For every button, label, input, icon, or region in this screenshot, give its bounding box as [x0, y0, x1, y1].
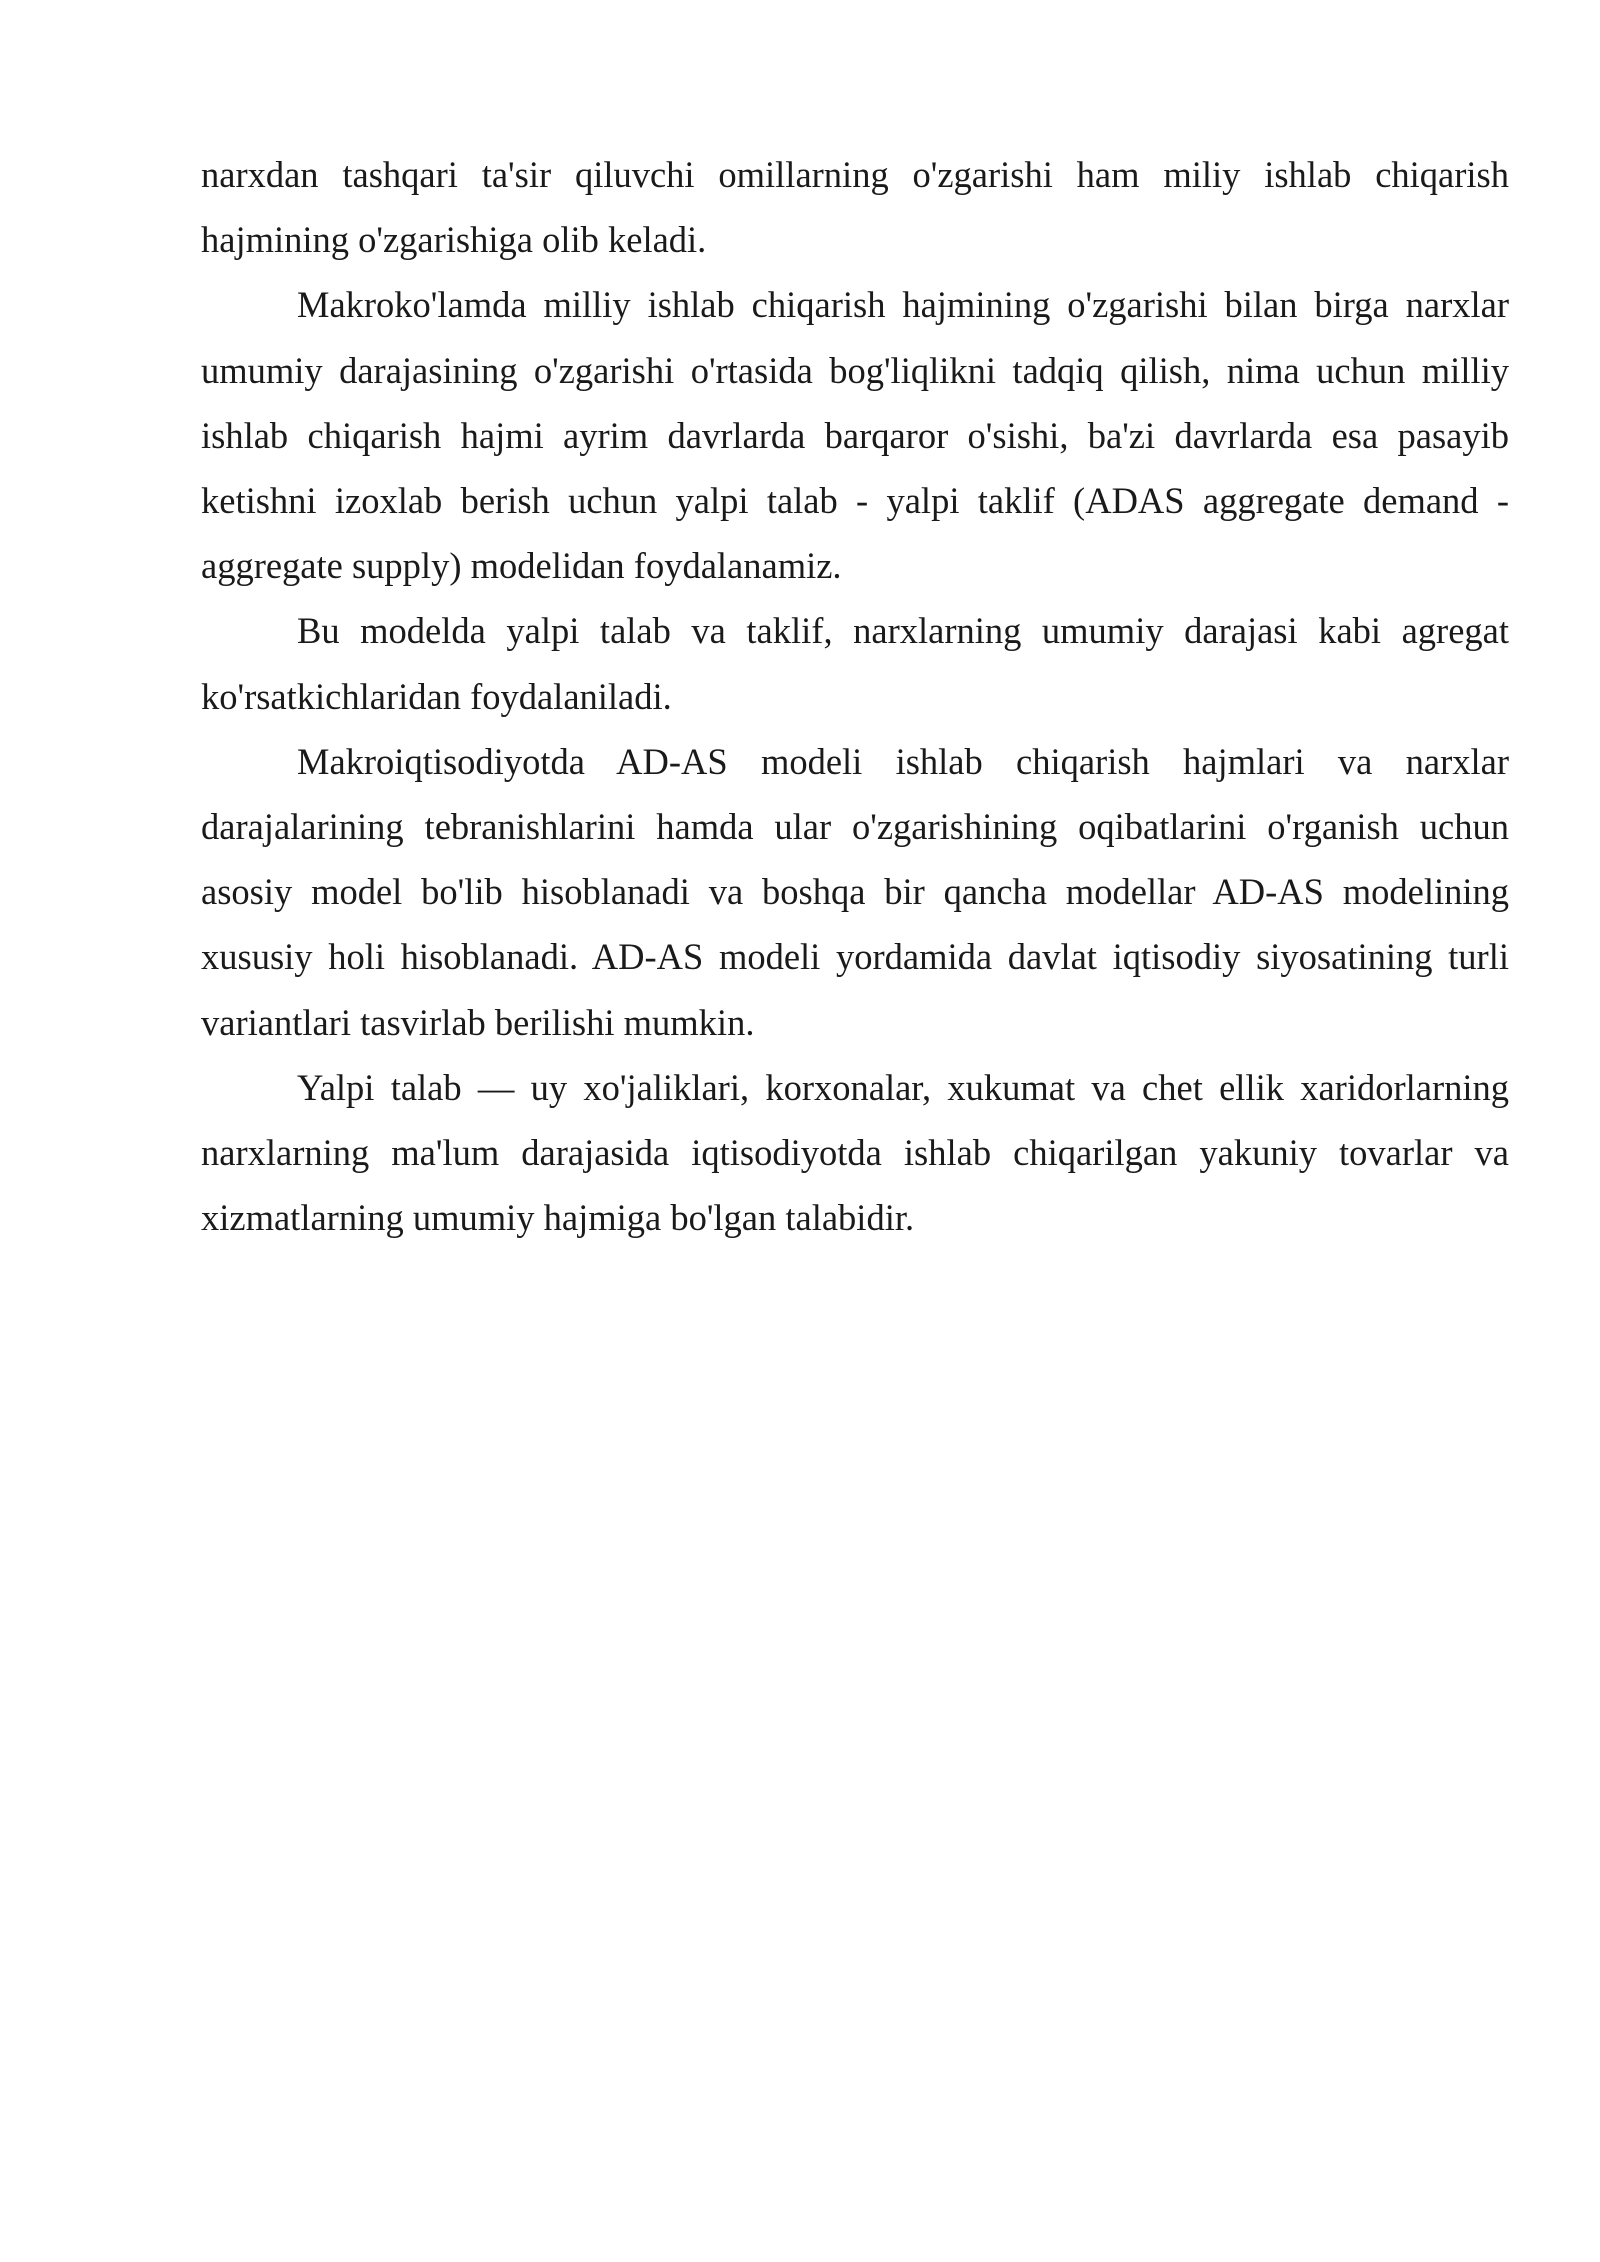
- document-body: [201, 142, 1509, 1250]
- paragraph-1: narxdan tashqari ta'sir qiluvchi omillarning o'zgarishi ham miliy ishlab chiqarish hajmining o'zgarishiga olib keladi.: [201, 154, 1509, 261]
- paragraph-5: Yalpi talab — uy xo'jaliklari, korxonalar, xukumat va chet ellik xaridorlarning narxlarning ma'lum darajasida iqtisodiyotda ishlab chiqarilgan yakuniy tovarlar va xizmatlarning umumiy hajmiga bo'lgan talabidir.: [201, 1066, 1509, 1239]
- paragraph-2: Makroko'lamda milliy ishlab chiqarish hajmining o'zgarishi bilan birga narxlar umumiy darajasining o'zgarishi o'rtasida bog'liqlikni tadqiq qilish, nima uchun milliy ishlab chiqarish hajmi ayrim davrlarda barqaror o'sishi, ba'zi davrlarda esa pasayib ketishni izoxlab berish uchun yalpi talab - yalpi taklif (ADAS aggregate demand - aggregate supply) modelidan foydalanamiz.: [201, 284, 1509, 587]
- paragraph-3: Bu modelda yalpi talab va taklif, narxlarning umumiy darajasi kabi agregat ko'rsatkichlaridan foydalaniladi.: [201, 610, 1509, 717]
- paragraph-4: Makroiqtisodiyotda AD-AS modeli ishlab chiqarish hajmlari va narxlar darajalarining tebranishlarini hamda ular o'zgarishining oqibatlarini o'rganish uchun asosiy model bo'lib hisoblanadi va boshqa bir qancha modellar AD-AS modelining xususiy holi hisoblanadi. AD-AS modeli yordamida davlat iqtisodiy siyosatining turli variantlari tasvirlab berilishi mumkin.: [201, 740, 1509, 1043]
